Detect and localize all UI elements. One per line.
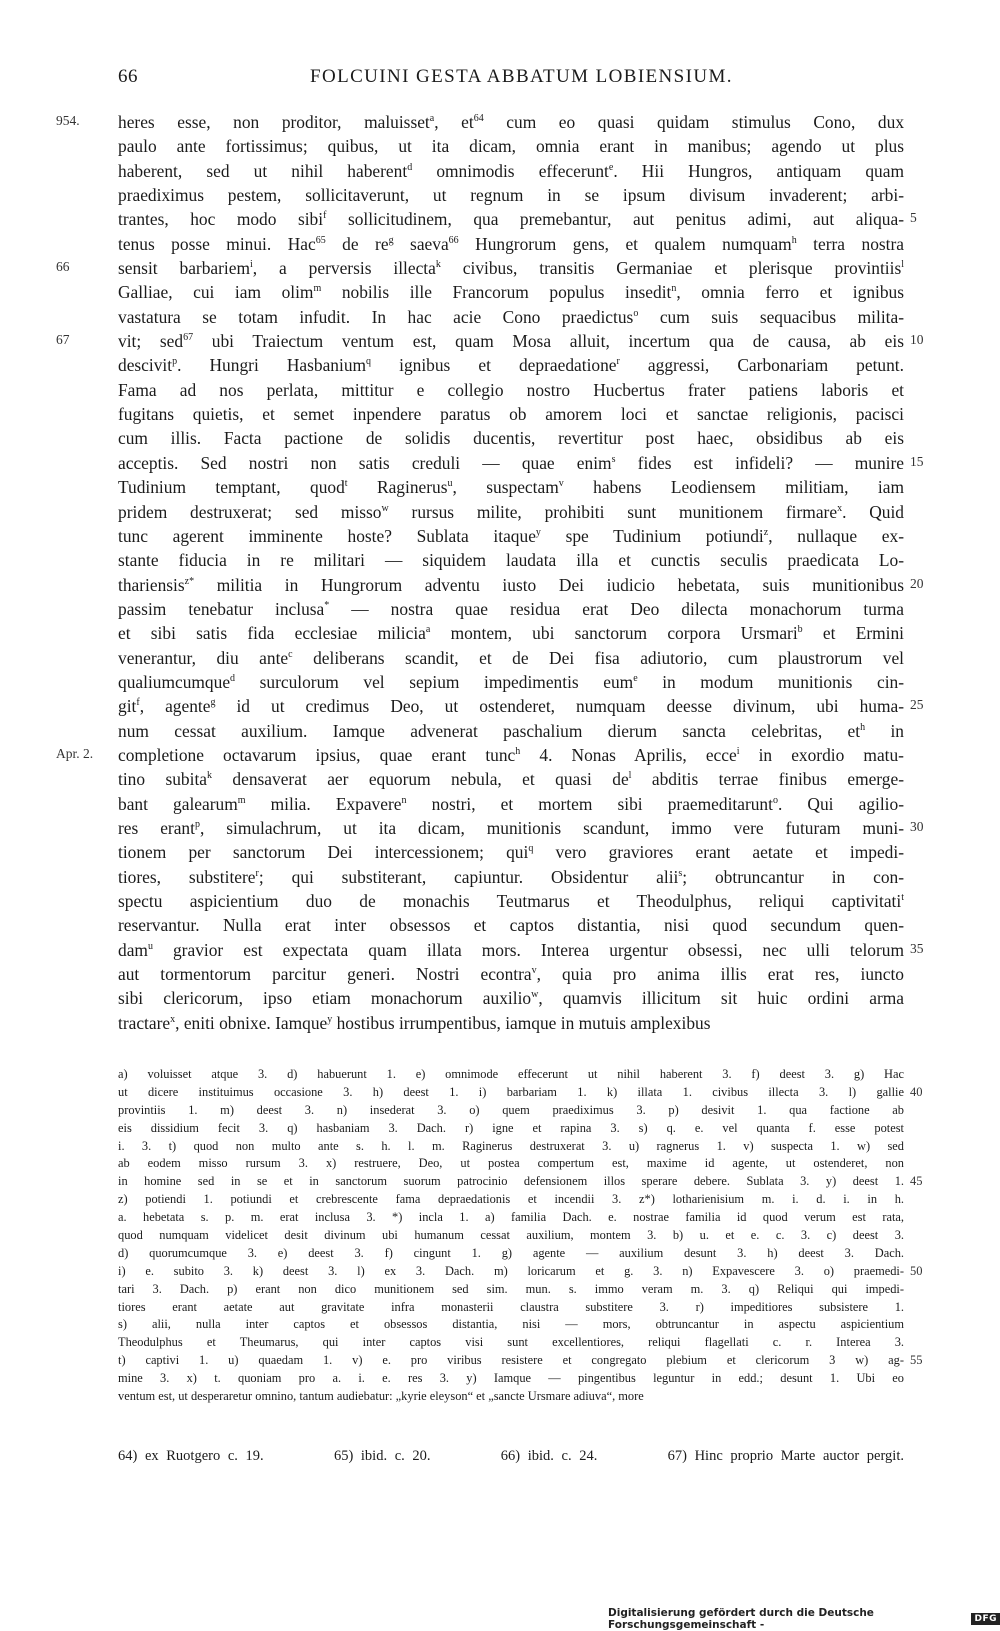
critical-apparatus [118, 1066, 904, 1406]
running-header [118, 66, 908, 92]
text-line: tionem per sanctorum Dei intercessionem; qui$^q$ vero graviores erant aetate et impedi- [118, 842, 904, 863]
text-line: completione octavarum ipsius, quae erant tunc$^h$ 4. Nonas Aprilis, ecce$^i$ in exordio matu- [118, 744, 904, 765]
line-number: 25 [910, 697, 924, 713]
text-line: et sibi satis fida ecclesiae milicia$^a$ montem, ubi sanctorum corpora Ursmari$^b$ et Ermini [118, 623, 905, 644]
text-line: aut tormentorum parcitur generi. Nostri econtra$^v$, quia pro anima illis erat res, iuncto [118, 964, 904, 985]
text-line: tenus posse minui. Hac$^{65}$ de $re^g$ saeva$^{66}$ Hungrorum gens, et qualem numquam$^h$ terra nostra [118, 233, 904, 254]
apparatus-line: quod numquam videlicet desit divinum ubi humanum cessat auxilium, montem 3. b) u. et e. c. 3. c) deest 3. [118, 1228, 904, 1243]
text-line: sibi clericorum, ipso etiam monachorum auxilio$^w$, quamvis illicitum sit huic ordini arma [118, 988, 904, 1009]
apparatus-line: tari 3. Dach. p) erant non dico munitionem sed sim. mun. s. immo veram m. 3. q) Reliqui qui impedi- [118, 1281, 904, 1296]
line-number: 35 [910, 940, 924, 956]
text-line: passim tenebatur inclusa* — nostra quae residua erat Deo dilecta monachorum turma [118, 598, 904, 619]
text-line: tunc agerent imminente hoste? Sublata itaque$^y$ spe Tudinium potiundi$^z$, nullaque ex- [118, 525, 904, 546]
text-line: tiores, substitere$^r$; qui substiterant, capiuntur. Obsidentur alii$^s$; obtruncantur in con- [118, 866, 904, 887]
apparatus-line: mine 3. x) t. quoniam pro a. i. e. res 3. y) Iamque — pingentibus leguntur in edd.; desunt 1. Ubi eo [118, 1371, 904, 1386]
line-number: 30 [910, 819, 924, 835]
text-line: sensit barbariem$^i$, a perversis illecta$^k$ civibus, transitis Germaniae et plerisque provintiis$^l$ [118, 258, 904, 279]
left-margin-note: 66 [56, 259, 70, 275]
apparatus-line: a. hebetata s. p. m. erat inclusa 3. *) incla 1. a) familia Dach. e. nostrae familia id quod verum est rata, [118, 1210, 904, 1225]
line-number: 15 [910, 453, 924, 469]
text-line: num cessat auxilium. Iamque advenerat paschalium dierum sancta celebritas, $et^h$ in [118, 720, 904, 741]
text-line: git$^f$, agente$^g$ id ut credimus Deo, ut ostenderet, numquam deesse divinum, ubi huma- [118, 696, 904, 717]
text-line: venerantur, diu ante$^c$ deliberans scandit, et de Dei fisa adiutorio, cum plaustrorum vel [118, 647, 905, 668]
text-line: praediximus pestem, sollicitaverunt, ut regnum in se ipsum divisum invaderent; arbi- [118, 185, 904, 206]
apparatus-line: i. 3. t) quod non multo ante s. h. l. m. Raginerus destruxerat 3. u) ragnerus 1. v) suspecta 1. w) sed [118, 1138, 904, 1153]
text-line: thariensis$^{z*}$ militia in Hungrorum adventu iusto Dei iudicio hebetata, suis munitionibus [118, 574, 904, 595]
footer-text: Digitalisierung gefördert durch die Deutsche Forschungsgemeinschaft - [608, 1607, 874, 1631]
apparatus-line: z) potiendi 1. potiundi et crebrescente fama depraedationis et incendii 3. z*) lotharienisium m. i. d. i. in h. [118, 1192, 904, 1207]
apparatus-line: Theodulphus et Theumarus, qui inter captos visi sunt excellentiores, reliqui flagellati c. r. Interea 3. [118, 1335, 904, 1350]
apparatus-line: i) e. subito 3. k) deest 3. l) ex 3. Dach. m) loricarum et g. 3. n) Expavescere 3. o) praemedi- [118, 1263, 904, 1278]
apparatus-line-number: 50 [910, 1263, 923, 1278]
digitization-footer [608, 1607, 1000, 1631]
line-number: 20 [910, 575, 924, 591]
text-line: res erant$^p$, simulachrum, ut ita dicam, munitionis scandunt, immo vere futuram muni- [118, 817, 904, 838]
text-line: vastatura se totam infudit. In hac acie Cono praedictus$^o$ cum suis sequacibus milita- [118, 306, 904, 327]
apparatus-line: t) captivi 1. u) quaedam 1. v) e. pro viribus resistere et congregato plebium et clericorum 3 w) ag- [118, 1353, 904, 1368]
line-number: 5 [910, 210, 917, 226]
text-line: paulo ante fortissimus; quibus, ut ita dicam, omnia erant in manibus; agendo ut plus [118, 136, 904, 157]
text-line: vit; sed$^{67}$ ubi Traiectum ventum est, quam Mosa alluit, incertum qua de causa, ab eis [118, 331, 904, 352]
text-line: descivit$^p$. Hungri Hasbanium$^q$ ignibus et depraedatione$^r$ aggressi, Carbonariam petunt. [118, 355, 904, 376]
main-text-body [118, 110, 904, 1035]
apparatus-line: d) quorumcumque 3. e) deest 3. f) cingunt 1. g) agente — auxilium desunt 3. h) deest 3. Dach. [118, 1245, 904, 1260]
source-reference: 65) ibid. c. 20. [333, 1448, 431, 1464]
apparatus-line: ventum est, ut desperaretur omnino, tantum audiebatur: „kyrie eleyson“ et „sancte Ursmare adiuva“, more [118, 1389, 644, 1404]
apparatus-line: provintiis 1. m) deest 3. n) insederat 3. o) quem praediximus 3. p) desivit 1. qua factione ab [118, 1102, 904, 1117]
apparatus-line: s) alii, nulla inter captos et obsessos distantia, nisi — mors, obtruncantur in aspectu aspicientium [118, 1317, 904, 1332]
left-margin-note: 954. [56, 113, 80, 128]
apparatus-line: ab eodem misso rursum 3. x) restruere, Deo, ut postea compertum est, maxime id agente, ut ostenderet, non [118, 1156, 904, 1171]
text-line: trantes, hoc modo sibi$^f$ sollicitudinem, qua premebantur, aut penitus adimi, aut aliqua- [118, 209, 904, 230]
text-line: dam$^u$ gravior est expectata quam illata mors. Interea urgentur obsessi, nec ulli telorum [118, 939, 904, 960]
text-line: reservantur. Nulla erat inter obsessos et captos distantia, nisi quod secundum quen- [118, 915, 904, 936]
apparatus-line-number: 45 [910, 1174, 923, 1189]
source-reference: 66) ibid. c. 24. [500, 1448, 598, 1464]
text-line: bant galearum$^m$ milia. Expavere$^n$ nostri, et mortem sibi praemeditarunt$^o$. Qui agilio- [118, 793, 904, 814]
source-reference: 64) ex Ruotgero c. 19. [118, 1448, 264, 1464]
text-line: qualiumcumque$^d$ surculorum vel sepium impedimentis eum$^e$ in modum munitionis cin- [118, 671, 905, 692]
left-margin-note: Apr. 2. [56, 746, 94, 762]
text-line: tino subita$^k$ densaverat aer equorum nebula, et quasi $de^l$ abditis terrae finibus emerge- [118, 769, 904, 790]
dfg-logo: DFG [971, 1613, 1000, 1625]
source-reference: 67) Hinc proprio Marte auctor pergit. [667, 1448, 904, 1464]
running-title: FOLCUINI GESTA ABBATUM LOBIENSIUM. [310, 66, 733, 87]
text-line: Fama ad nos perlata, mittitur e collegio nostro Hucbertus frater patiens laboris et [118, 379, 904, 400]
text-line: pridem destruxerat; sed misso$^w$ rursus milite, prohibiti sunt munitionem firmare$^x$. Quid [118, 501, 905, 522]
text-line: tractare$^x$, eniti obnixe. Iamque$^y$ hostibus irrumpentibus, iamque in mutuis amplexibus [118, 1012, 711, 1033]
text-line: Galliae, cui iam olim$^m$ nobilis ille Francorum populus insedit$^n$, omnia ferro et ignibus [118, 282, 905, 303]
text-line: stante fiducia in re militari — siquidem laudata illa et cunctis seculis praedicata Lo- [118, 550, 904, 571]
apparatus-line: tiores erant aetate aut gravitate infra monasterii claustra substitere 3. r) impeditiores subsistere 1. [118, 1299, 904, 1314]
line-number: 10 [910, 332, 924, 348]
text-line: fugitans quietis, et semet inpendere paratus ob amorem loci et sanctae religionis, pacisci [118, 404, 904, 425]
text-line: heres esse, non proditor, maluisset$^a$, $et^{64}$ cum eo quasi quidam stimulus Cono, dux [118, 112, 905, 132]
apparatus-line-number: 55 [910, 1353, 923, 1368]
apparatus-line: a) voluisset atque 3. d) habuerunt 1. e) omnimode effecerunt ut nihil haberent 3. f) deest 3. g) Hac [118, 1067, 904, 1081]
apparatus-line: ut dicere instituimus occasione 3. h) deest 1. i) barbariam 1. k) illata 1. civibus illecta 3. l) gallie [118, 1084, 904, 1099]
text-line: haberent, sed ut nihil haberent$^d$ omnimodis effecerunt$^e$. Hii Hungros, antiquam quam [118, 160, 904, 181]
apparatus-line-number: 40 [910, 1084, 923, 1099]
text-line: cum illis. Facta pactione de solidis ducentis, revertitur post haec, obsidibus ab eis [118, 428, 904, 449]
apparatus-line: eis dissidium fecit 3. q) hasbaniam 3. Dach. r) igne et rapina 3. s) q. e. vel quanta f. esse potest [118, 1120, 904, 1135]
text-line: spectu aspicientium duo de monachis Teutmarus et Theodulphus, reliqui captivitati$^t$ [118, 891, 904, 911]
apparatus-line: in homine sed in se et in sanctorum suorum patrocinio defensionem illos sperare debere. Sublata 3. y) deest 1. [118, 1174, 904, 1189]
text-line: acceptis. Sed nostri non satis creduli — quae enim$^s$ fides est infideli? — munire [118, 452, 905, 473]
left-margin-note: 67 [56, 332, 70, 348]
text-line: Tudinium temptant, quod$^t$ Raginerus$^u$, suspectam$^v$ habens Leodiensem militiam, iam [118, 477, 904, 498]
page-number: 66 [118, 66, 138, 87]
source-references [118, 1448, 904, 1465]
